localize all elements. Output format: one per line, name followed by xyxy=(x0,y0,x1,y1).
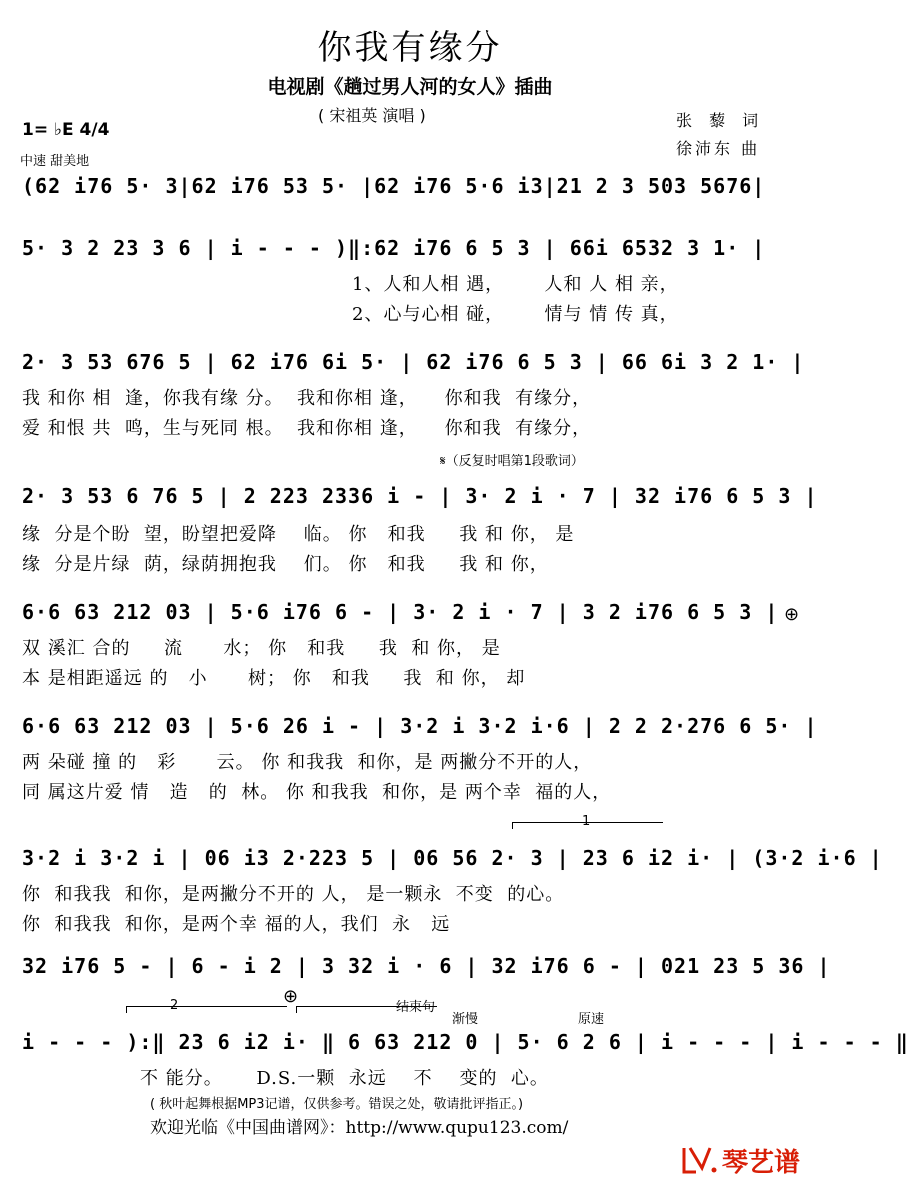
lyric-line-5b: 本 是相距遥远 的 小 树； 你 和我 我 和 你， 却 xyxy=(22,668,526,689)
song-subtitle: 电视剧《趟过男人河的女人》插曲 xyxy=(267,76,553,98)
score-line-4: 2· 3 53 6 76 5 | 2 223 2336 i - | 3· 2 i · 7 | 32 i76 6 5 3 | xyxy=(22,484,818,508)
lyric-line-3a: 我 和你 相 逢，你我有缘 分。 我和你相 逢， 你和我 有缘分， xyxy=(22,388,592,409)
score-line-7: 3·2 i 3·2 i | 06 i3 2·223 5 | 06 56 2· 3 | 23 6 i2 i· | (3·2 i·6 | xyxy=(22,846,883,870)
lyricist-credit: 张 藜 词 xyxy=(676,111,765,130)
volta-1-label: 1 xyxy=(582,814,591,829)
lyric-line-3b: 爱 和恨 共 鸣，生与死同 根。 我和你相 逢， 你和我 有缘分， xyxy=(22,418,592,439)
website-welcome: 欢迎光临《中国曲谱网》：http://www.qupu123.com/ xyxy=(150,1118,569,1138)
lyric-line-2a: 1、人和人相 遇， 人和 人 相 亲， xyxy=(352,274,679,295)
score-line-9: i - - - ):‖ 23 6 i2 i· ‖ 6 63 212 0 | 5· 6 2 6 | i - - - | i - - - ‖ xyxy=(22,1030,909,1054)
lyric-line-7a: 你 和我我 和你，是两撇分不开的 人， 是一颗永 不变 的心。 xyxy=(22,884,565,905)
lyric-line-4a: 缘 分是个盼 望，盼望把爱降 临。 你 和我 我 和 你， 是 xyxy=(22,524,575,545)
lyric-line-5a: 双 溪汇 合的 流 水； 你 和我 我 和 你， 是 xyxy=(22,638,501,659)
logo-text: 琴艺谱 xyxy=(722,1148,801,1178)
key-signature: 1= ♭E 4/4 xyxy=(22,120,110,140)
ending-label: 结束句 xyxy=(396,1000,436,1015)
tempo-marking: 中速 甜美地 xyxy=(20,154,90,169)
transcription-note: ( 秋叶起舞根据MP3记谱，仅供参考。错误之处，敬请批评指正。) xyxy=(150,1097,524,1112)
coda-sign-2: ⊕ xyxy=(283,986,299,1007)
tempo-original: 原速 xyxy=(578,1012,605,1027)
volta-2-label: 2 xyxy=(170,998,179,1013)
score-line-2: 5· 3 2 23 3 6 | i - - - )‖:62 i76 6 5 3 | 66i 6532 3 1· | xyxy=(22,236,766,260)
lyric-line-2b: 2、心与心相 碰， 情与 情 传 真， xyxy=(352,304,679,325)
coda-sign: ⊕ xyxy=(784,604,800,625)
lyric-line-7b: 你 和我我 和你，是两个幸 福的人，我们 永 远 xyxy=(22,914,451,935)
song-title: 你我有缘分 xyxy=(317,28,503,68)
score-line-8: 32 i76 5 - | 6 - i 2 | 3 32 i · 6 | 32 i76 6 - | 021 23 5 36 | xyxy=(22,954,831,978)
tempo-slow: 渐慢 xyxy=(452,1012,479,1027)
volta-2-bracket xyxy=(126,1006,287,1013)
lyric-line-6a: 两 朵碰 撞 的 彩 云。 你 和我我 和你，是 两撇分不开的人， xyxy=(22,752,593,773)
lyric-line-9: 不 能分。 D.S.一颗 永远 不 变的 心。 xyxy=(140,1068,549,1089)
segno-note: 𝄋（反复时唱第1段歌词） xyxy=(440,454,584,469)
singer-credit: ( 宋祖英 演唱 ) xyxy=(318,106,426,125)
score-line-3: 2· 3 53 676 5 | 62 i76 6i 5· | 62 i76 6 5 3 | 66 6i 3 2 1· | xyxy=(22,350,805,374)
lyric-line-6b: 同 属这片爱 情 造 的 林。 你 和我我 和你，是 两个幸 福的人， xyxy=(22,782,612,803)
score-line-1: (62 i76 5· 3|62 i76 53 5· |62 i76 5·6 i3|21 2 3 503 5676| xyxy=(22,174,766,198)
site-logo xyxy=(680,1140,810,1178)
lyric-line-4b: 缘 分是片绿 荫，绿荫拥抱我 们。 你 和我 我 和 你， xyxy=(22,554,549,575)
score-line-5: 6·6 63 212 03 | 5·6 i76 6 - | 3· 2 i · 7 | 3 2 i76 6 5 3 | xyxy=(22,600,779,624)
score-line-6: 6·6 63 212 03 | 5·6 26 i - | 3·2 i 3·2 i·6 | 2 2 2·276 6 5· | xyxy=(22,714,818,738)
composer-credit: 徐沛东 曲 xyxy=(676,139,761,158)
